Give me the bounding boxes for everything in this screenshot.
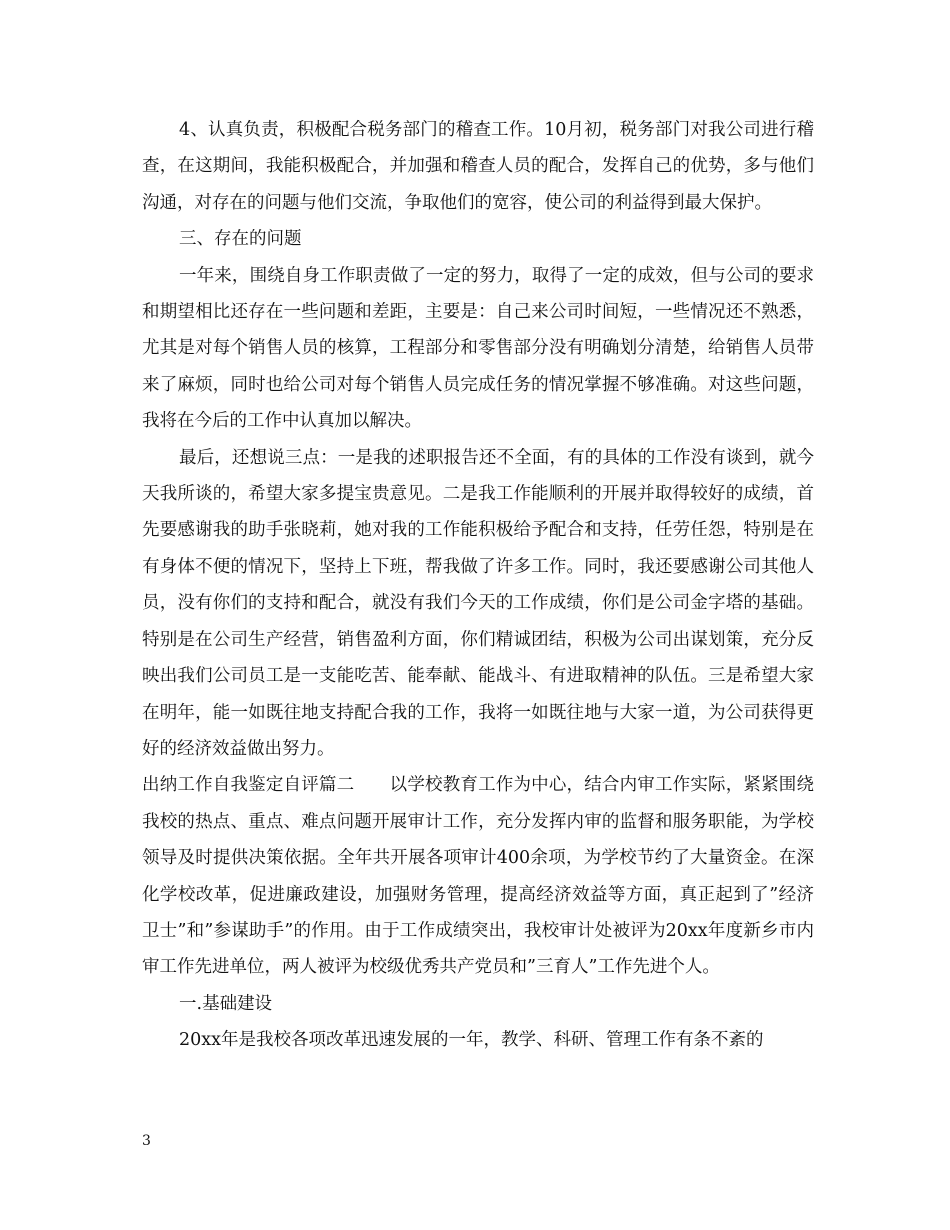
page-number: 3 — [142, 1133, 151, 1149]
paragraph-tax-audit: 4、认真负责，积极配合税务部门的稽查工作。10月初，税务部门对我公司进行稽查，在这期间，我能积极配合，并加强和稽查人员的配合，发挥自己的优势，多与他们沟通，对存在的问题与他们交流，争取他们的宽容，使公司的利益得到最大保护。 — [142, 120, 814, 213]
paragraph-problems: 一年来，围绕自身工作职责做了一定的努力，取得了一定的成效，但与公司的要求和期望相比还存在一些问题和差距，主要是：自己来公司时间短，一些情况还不熟悉，尤其是对每个销售人员的核算，工程部分和零售部分没有明确划分清楚，给销售人员带来了麻烦，同时也给公司对每个销售人员完成任务的情况掌握不够准确。对这些问题，我将在今后的工作中认真加以解决。 — [142, 265, 814, 432]
heading-infrastructure: 一.基础建设 — [179, 993, 273, 1014]
paragraph-part-two: 出纳工作自我鉴定自评篇二 以学校教育工作为中心，结合内审工作实际，紧紧围绕我校的热点、重点、难点问题开展审计工作，充分发挥内审的监督和服务职能，为学校领导及时提供决策依据。全年共开展各项审计400余项，为学校节约了大量资金。在深化学校改革，促进廉政建设，加强财务管理，提高经济效益等方面，真正起到了”经济卫士”和”参谋助手”的作用。由于工作成绩突出，我校审计处被评为20xx年度新乡市内审工作先进单位，两人被评为校级优秀共产党员和”三育人”工作先进个人。 — [142, 775, 814, 978]
document-body — [142, 112, 814, 1059]
heading-existing-problems: 三、存在的问题 — [179, 229, 302, 250]
paragraph-reform-year: 20xx年是我校各项改革迅速发展的一年，教学、科研、管理工作有条不紊的 — [179, 1030, 764, 1051]
paragraph-closing-remarks: 最后，还想说三点：一是我的述职报告还不全面，有的具体的工作没有谈到，就今天我所谈的，希望大家多提宝贵意见。二是我工作能顺利的开展并取得较好的成绩，首先要感谢我的助手张晓莉，她对我的工作能积极给予配合和支持，任劳任怨，特别是在有身体不便的情况下，坚持上下班，帮我做了许多工作。同时，我还要感谢公司其他人员，没有你们的支持和配合，就没有我们今天的工作成绩，你们是公司金字塔的基础。特别是在公司生产经营，销售盈利方面，你们精诚团结，积极为公司出谋划策，充分反映出我们公司员工是一支能吃苦、能奉献、能战斗、有进取精神的队伍。三是希望大家在明年，能一如既往地支持配合我的工作，我将一如既往地与大家一道，为公司获得更好的经济效益做出努力。 — [142, 447, 814, 759]
